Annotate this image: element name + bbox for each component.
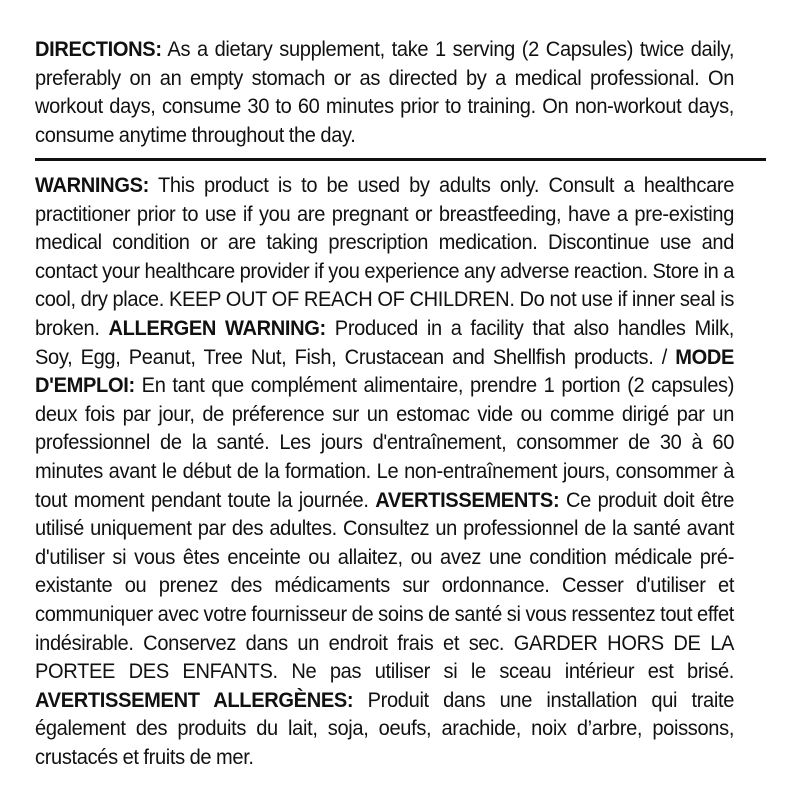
section-divider — [35, 158, 766, 161]
allergen-warning-heading: ALLERGEN WARNING: — [108, 316, 326, 340]
warnings-heading: WARNINGS: — [35, 174, 149, 197]
avertissement-allergenes-heading: AVERTISSEMENT ALLERGÈNES: — [35, 688, 354, 712]
mode-emploi-text: En tant que complément alimentaire, prendre 1 portion (2 capsules) deux fois par jour, de préference sur un estomac vide ou comme dirigé par un professionnel de la santé. Les jours d'entraînement, consommer de 30 à 60 minutes avant le début de la formation. Le non-entraînement jours, consommer à tout moment pendant toute la journée. — [35, 374, 735, 512]
warnings-paragraph — [35, 172, 734, 772]
avertissements-text: Ce produit doit être utilisé uniquement par des adultes. Consultez un professionnel de la santé avant d'utiliser si vous êtes enceinte ou allaitez, ou avez une condition médicale pré- existante ou prenez des médicaments sur ordonnance. Cesser d'utiliser et communiquer avec votre fournisseur de soins de santé si vous ressentez tout effet indésirable. Conservez dans un endroit frais et sec. GARDER HORS DE LA PORTEE DES ENFANTS. Ne pas utiliser si le sceau intérieur est brisé. — [35, 488, 735, 684]
avertissement-allergenes-text: Produit dans une installation qui traite également des produits du lait, soja, oeufs, arachide, noix d’arbre, poissons, crustacés et fruits de mer. — [35, 688, 735, 769]
directions-heading: DIRECTIONS: — [35, 38, 162, 61]
avertissements-heading: AVERTISSEMENTS: — [375, 488, 560, 512]
mode-emploi-heading: MODE D'EMPLOI: — [35, 345, 735, 398]
directions-paragraph — [35, 36, 734, 150]
allergen-warning-text: Produced in a facility that also handles Milk, Soy, Egg, Peanut, Tree Nut, Fish, Crustacean and Shellfish products. / — [35, 316, 735, 369]
directions-text: As a dietary supplement, take 1 serving (2 Capsules) twice daily, preferably on an empty stomach or as directed by a medical professional. On workout days, consume 30 to 60 minutes prior to training. On non-workout days, consume anytime throughout the day. — [35, 38, 735, 147]
warnings-text: This product is to be used by adults only. Consult a healthcare practitioner prior to use if you are pregnant or breastfeeding, have a pre-existing medical condition or are taking prescription medication. Discontinue use and contact your healthcare provider if you experience any adverse reaction. Store in a cool, dry place. KEEP OUT OF REACH OF CHILDREN. Do not use if inner seal is broken. — [35, 174, 735, 340]
